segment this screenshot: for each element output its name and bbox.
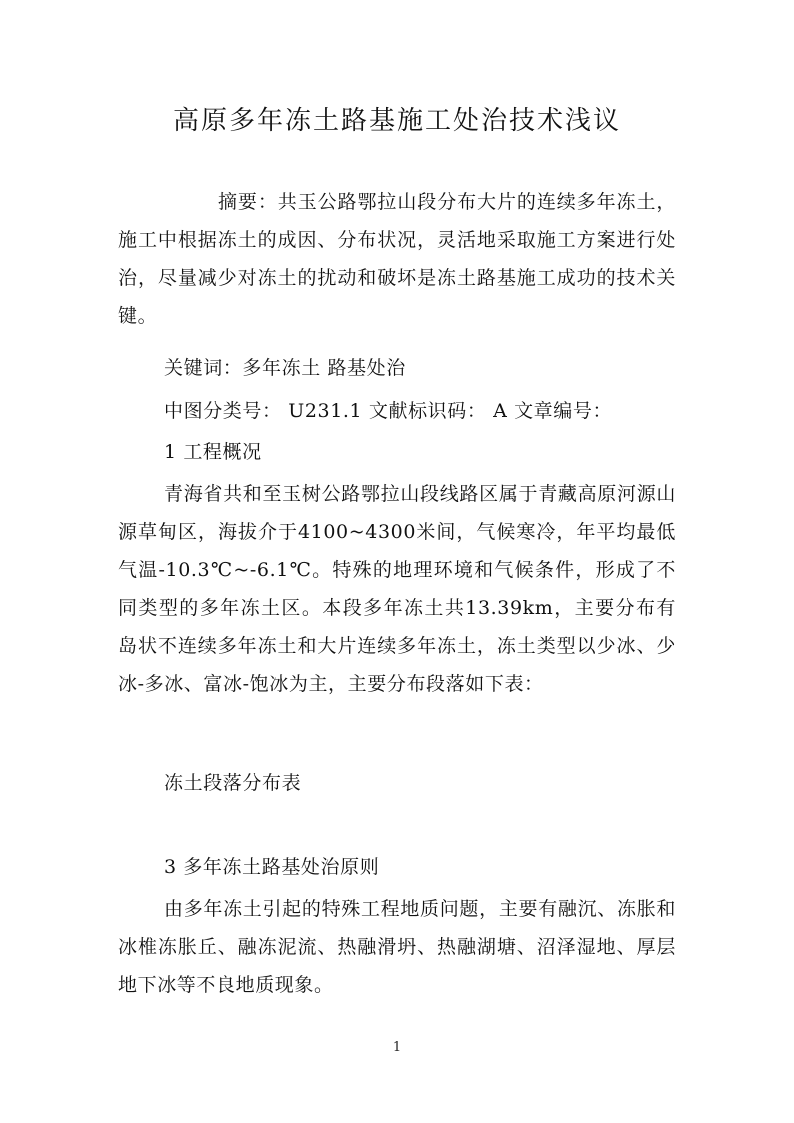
section-3-body: 由多年冻土引起的特殊工程地质问题，主要有融沉、冻胀和冰椎冻胀丘、融冻泥流、热融滑坍、热融湖塘、沼泽湿地、厚层地下冰等不良地质现象。	[118, 898, 676, 996]
abstract-paragraph: 摘要：共玉公路鄂拉山段分布大片的连续多年冻土，施工中根据冻土的成因、分布状况，灵活地采取施工方案进行处治，尽量减少对冻土的扰动和破坏是冻土路基施工成功的技术关键。	[118, 191, 676, 327]
classification-line: 中图分类号： U231.1 文献标识码： A 文章编号：	[164, 400, 613, 422]
keywords-line: 关键词：多年冻土 路基处治	[164, 357, 406, 379]
section-1-body: 青海省共和至玉树公路鄂拉山段线路区属于青藏高原河源山源草甸区，海拔介于4100~4300米间，气候寒冷，年平均最低气温-10.3℃~-6.1℃。特殊的地理环境和气候条件，形成了不同类型的多年冻土区。本段多年冻土共13.39km，主要分布有岛状不连续多年冻土和大片连续多年冻土，冻土类型以少冰、少冰-多冰、富冰-饱冰为主，主要分布段落如下表：	[118, 483, 676, 695]
table-caption: 冻土段落分布表	[164, 772, 302, 794]
section-1-heading: 1 工程概况	[164, 441, 262, 463]
section-3-heading: 3 多年冻土路基处治原则	[164, 856, 380, 878]
page-number: 1	[392, 1040, 402, 1055]
document-title: 高原多年冻土路基施工处治技术浅议	[172, 106, 621, 136]
